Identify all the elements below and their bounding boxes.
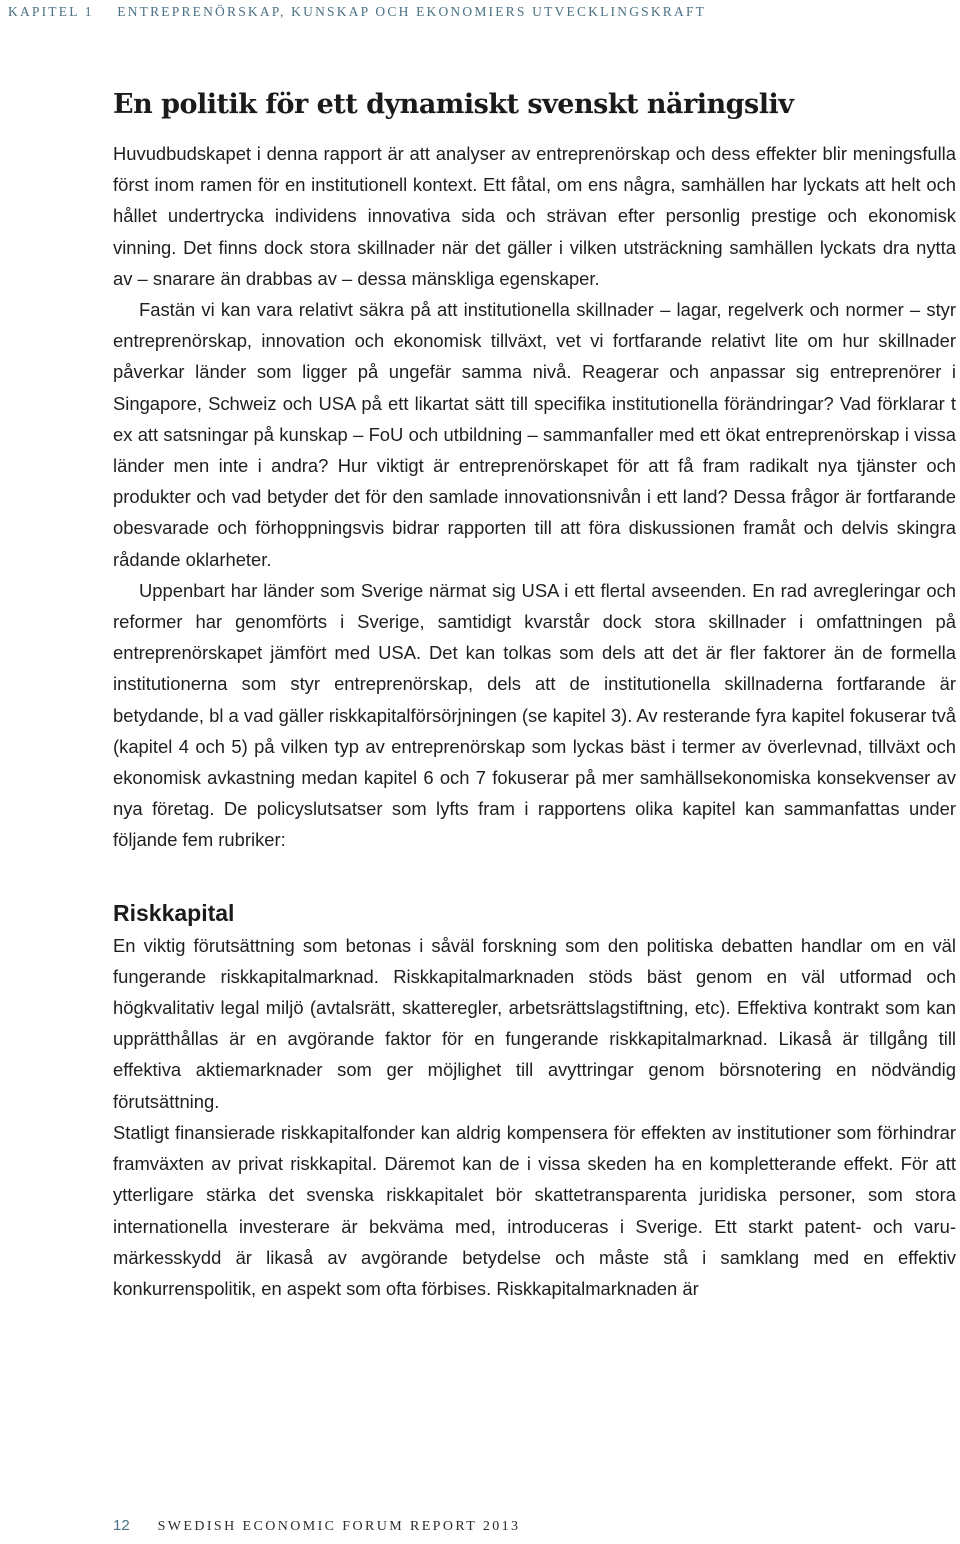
section-paragraph-2: Statligt finansierade riskkapitalfonder kan aldrig kompensera för effekten av institutioner som förhindrar framväxten av privat riskkapital. Däremot kan de i vissa skeden ha en kompletterande effekt. För att ytterligare stärka det svenska riskkapitalet bör skattetransparenta juridiska personer, som stora internationella investerare är bekväma med, introduceras i Sverige. Ett starkt patent- och varumärkesskydd är likaså av avgörande betydelse och måste stå i samklang med en effektiv konkurrenspolitik, en aspekt som ofta förbises. Riskkapitalmarknaden är xyxy=(113,1121,956,1299)
chapter-label: KAPITEL 1 xyxy=(8,4,94,19)
page-content xyxy=(113,88,956,1304)
page-number: 12 xyxy=(113,1517,130,1534)
body-paragraph-1: Huvudbudskapet i denna rapport är att analyser av entreprenörskap och dess effekter blir meningsfulla först inom ramen för en institutionell kontext. Ett fåtal, om ens några, samhällen har lyckats att helt och hållet undertrycka individens innovativa sida och strävan efter personlig prestige och ekonomisk vinning. Det finns dock stora skillnader när det gäller i vilken utsträckning samhällen lyckats dra nytta av – snarare än drabbas av – dessa mänskliga egenskaper. xyxy=(113,143,956,289)
running-header xyxy=(8,4,940,20)
report-name: SWEDISH ECONOMIC FORUM REPORT 2013 xyxy=(157,1519,521,1534)
section-paragraph-1: En viktig förutsättning som betonas i såväl forskning som den politiska debatten handlar om en väl fungerande riskkapitalmarknad. Riskkapitalmarknaden stöds bäst genom en väl utformad och högkvalitativ legal miljö (avtalsrätt, skatteregler, arbetsrättslagstiftning, etc). Effektiva kontrakt som kan upprätthållas är en avgörande faktor för en fungerande riskkapitalmarknad. Likaså är tillgång till effektiva aktiemarknader som ger möjlighet till avyttringar genom börsnotering en nödvändig förutsättning. xyxy=(113,934,956,1112)
body-paragraph-3: Uppenbart har länder som Sverige närmat sig USA i ett flertal avseenden. En rad avregleringar och reformer har genomförts i Sverige, samtidigt kvarstår dock stora skillnader i omfattningen på entreprenörskapet jämfört med USA. Det kan tolkas som dels att det är fler faktorer än de formella institutionerna som styr entreprenörskap, dels att de institutionella skillnaderna fortfarande är betydande, bl a vad gäller riskkapitalförsörjningen (se kapitel 3). Av resterande fyra kapitel fokuserar två (kapitel 4 och 5) på vilken typ av entreprenörskap som lyckas bäst i termer av överlevnad, tillväxt och ekonomisk avkastning medan kapitel 6 och 7 fokuserar på mer samhällsekonomiska konsekvenser av nya företag. De policyslutsatser som lyfts fram i rapportens olika kapitel kan sammanfattas under följande fem rubriker: xyxy=(113,579,957,851)
chapter-title: ENTREPRENÖRSKAP, KUNSKAP OCH EKONOMIERS UTVECKLINGSKRAFT xyxy=(117,4,707,19)
section-title: Riskkapital xyxy=(113,899,235,926)
page-footer xyxy=(113,1517,520,1535)
body-paragraph-2: Fastän vi kan vara relativt säkra på att institutionella skillnader – lagar, regelverk och normer – styr entreprenörskap, innovation och ekonomisk tillväxt, vet vi fortfarande relativt lite om hur skillnader påverkar länder som ligger på ungefär samma nivå. Reagerar och anpassar sig entreprenörer i Singapore, Schweiz och USA på ett likartat sätt till specifika institutionella förändringar? Vad förklarar t ex att satsningar på kunskap – FoU och utbildning – sammanfaller med ett ökat entreprenörskap i vissa länder men inte i andra? Hur viktigt är entreprenörskapet för att få fram radikalt nya tjänster och produkter och vad betyder det för den samlade innovationsnivån i ett land? Dessa frågor är fortfarande obesvarade och förhoppningsvis bidrar rapporten till att föra diskussionen framåt och delvis skingra rådande oklarheter. xyxy=(113,299,956,570)
page-title: En politik för ett dynamiskt svenskt näringsliv xyxy=(113,89,794,120)
